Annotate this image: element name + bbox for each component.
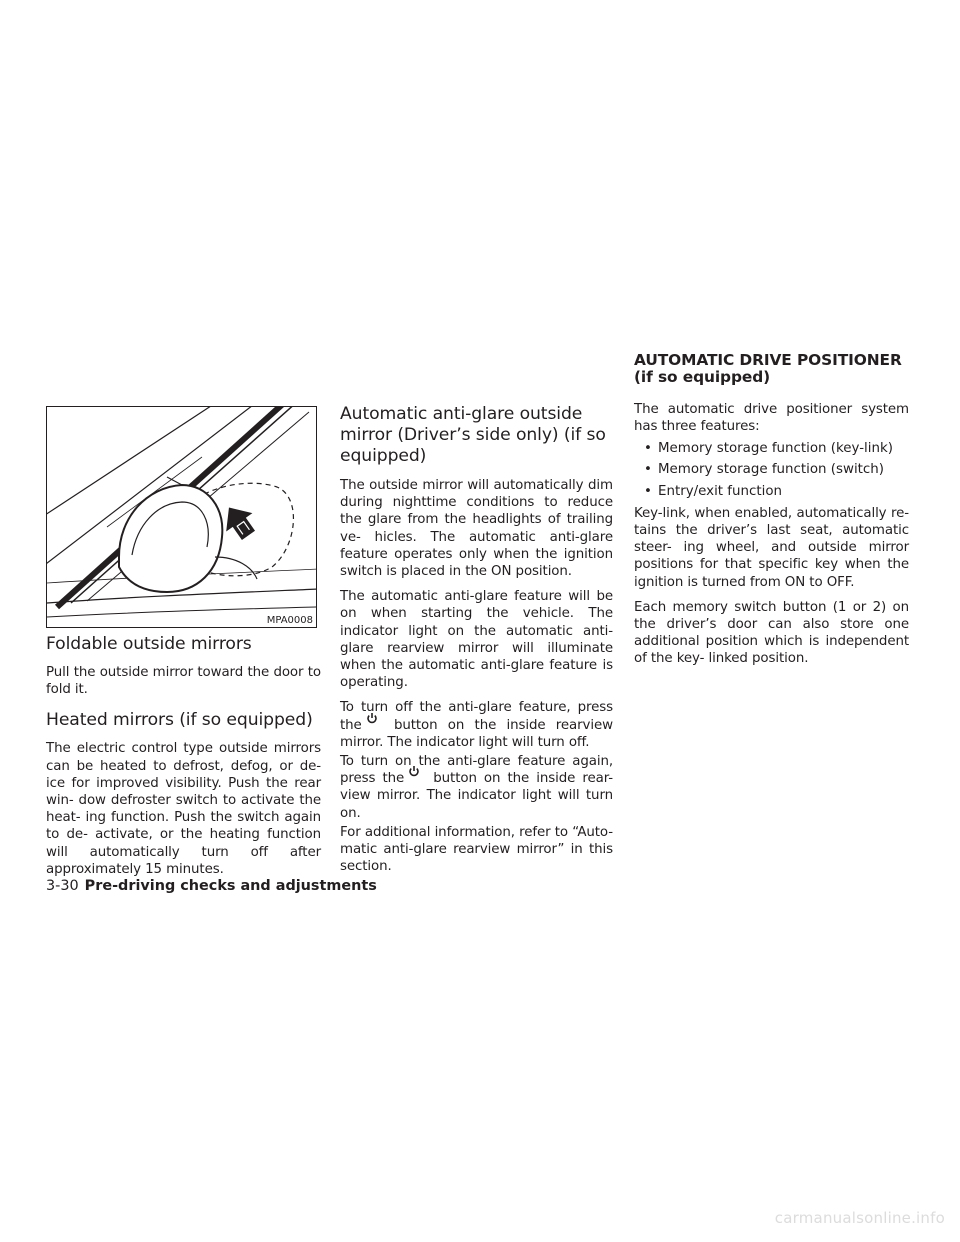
list-item: • Memory storage function (switch) xyxy=(644,462,884,478)
paragraph-anti-glare-4-end: button on the inside rear- view mirror. The indicator light will turn on. xyxy=(340,771,613,821)
paragraph-anti-glare-4-start: To turn on the anti-glare feature again, press the xyxy=(340,754,613,787)
power-icon xyxy=(404,770,426,784)
paragraph-adp-intro: The automatic drive positioner system has three features: xyxy=(634,401,909,435)
middle-column xyxy=(340,404,613,875)
feature-list xyxy=(634,440,909,500)
paragraph-key-link: Key-link, when enabled, automatically re- tains the driver’s last seat, automatic steer- ing wheel, and outside mirror positions for that specific key when the ignition is turned from ON to OFF. xyxy=(634,505,909,590)
foldable-mirror-drawing xyxy=(47,407,317,628)
paragraph-anti-glare-1: The outside mirror will automatically dim during nighttime conditions to reduce the glare from the headlights of trailing ve- hicles. The automatic anti-glare feature operates only when the ignition switch is placed in the ON position. xyxy=(340,478,613,580)
paragraph-anti-glare-4 xyxy=(340,753,613,822)
paragraph-foldable: Pull the outside mirror toward the door to fold it. xyxy=(46,665,321,698)
paragraph-anti-glare-3-end: button on the inside rearview mirror. The indicator light will turn off. xyxy=(340,717,613,750)
mirror-illustration xyxy=(46,406,317,628)
paragraph-anti-glare-5: For additional information, refer to “Auto- matic anti-glare rearview mirror” in this section. xyxy=(340,824,613,875)
paragraph-anti-glare-3 xyxy=(340,699,613,751)
list-item: • Entry/exit function xyxy=(644,483,782,499)
figure-code: MPA0008 xyxy=(266,615,313,626)
paragraph-anti-glare-2: The automatic anti-glare feature will be on when starting the vehicle. The indicator light on the automatic anti-glare rearview mirror will illuminate when the automatic anti-glare feature is operating. xyxy=(340,589,613,691)
heading-anti-glare: Automatic anti-glare outside mirror (Driver’s side only) (if so equipped) xyxy=(340,404,606,466)
right-column xyxy=(634,352,909,668)
heading-foldable-mirrors: Foldable outside mirrors xyxy=(46,634,252,654)
power-icon xyxy=(362,717,384,731)
left-column xyxy=(46,634,321,878)
list-item: • Memory storage function (key-link) xyxy=(644,441,893,457)
section-title: Pre-driving checks and adjustments xyxy=(84,878,377,894)
heading-automatic-drive-positioner: AUTOMATIC DRIVE POSITIONER (if so equipped) xyxy=(634,351,902,387)
heading-heated-mirrors: Heated mirrors (if so equipped) xyxy=(46,710,313,731)
page-number: 3-30 xyxy=(46,878,79,894)
watermark: carmanualsonline.info xyxy=(774,1209,945,1227)
paragraph-anti-glare-3-start: To turn off the anti-glare feature, press the xyxy=(340,700,613,733)
paragraph-heated: The electric control type outside mirrors can be heated to defrost, defog, or de-ice for improved visibility. Push the rear win- dow defroster switch to activate the heat- ing function. Push the switch again to de- activate, or the heating function will automatically turn off after approximately 15 minutes. xyxy=(46,741,321,877)
page-footer xyxy=(46,878,377,894)
paragraph-memory-switch: Each memory switch button (1 or 2) on the driver’s door can also store one additional position which is independent of the key- linked position. xyxy=(634,599,909,667)
